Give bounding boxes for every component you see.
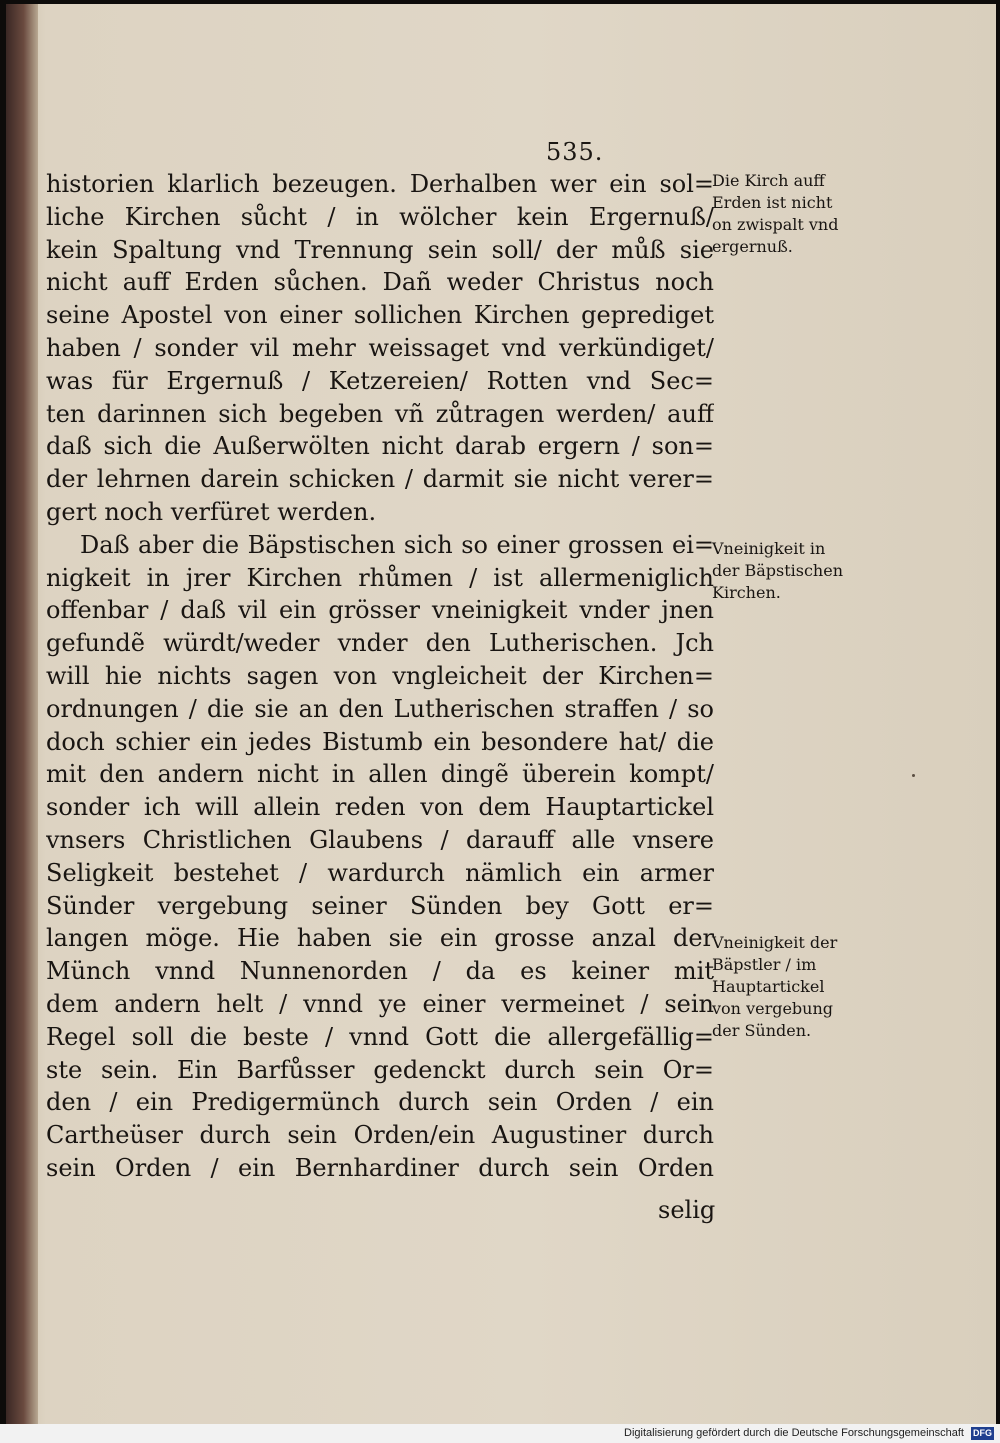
- text-line: langen möge. Hie haben sie ein grosse anzal der: [46, 924, 714, 953]
- body-text: [46, 168, 714, 1185]
- text-line: Sünder vergebung seiner Sünden bey Gott er=: [46, 891, 714, 920]
- text-line: Regel soll die beste / vnnd Gott die allergefällig=: [46, 1022, 714, 1051]
- text-line: den / ein Predigermünch durch sein Orden / ein: [46, 1088, 714, 1117]
- text-line: der lehrnen darein schicken / darmit sie nicht verer=: [46, 465, 714, 494]
- margin-note-line: Vneinigkeit der: [712, 933, 838, 952]
- margin-note-main-article: [712, 932, 882, 1042]
- text-line: nigkeit in jrer Kirchen rhůmen / ist allermeniglich: [46, 563, 714, 592]
- margin-note-line: der Sünden.: [712, 1021, 812, 1040]
- dfg-logo: DFG: [973, 1428, 992, 1438]
- digitization-footer: [0, 1424, 1000, 1443]
- margin-note-line: von vergebung: [712, 999, 834, 1018]
- margin-note-papal-disunity: [712, 538, 882, 604]
- catchword: selig: [658, 1196, 716, 1224]
- text-line: haben / sonder vil mehr weissaget vnd verkündiget/: [46, 333, 714, 362]
- text-line: sein Orden / ein Bernhardiner durch sein Orden: [46, 1153, 714, 1182]
- text-line: daß sich die Außerwölten nicht darab ergern / son=: [46, 432, 714, 461]
- text-line: offenbar / daß vil ein grösser vneinigkeit vnder jnen: [46, 596, 714, 625]
- text-line: nicht auff Erden sůchen. Dañ weder Christus noch: [46, 268, 714, 297]
- text-line: historien klarlich bezeugen. Derhalben wer ein sol=: [46, 170, 714, 198]
- margin-note-line: Bäpstler / im: [712, 955, 817, 974]
- margin-note-line: ergernuß.: [712, 237, 793, 256]
- text-line: vnsers Christlichen Glaubens / darauff alle vnsere: [46, 825, 714, 854]
- text-line: ten darinnen sich begeben vñ zůtragen werden/ auff: [46, 399, 714, 428]
- paper-speck: [912, 774, 915, 777]
- text-line: ordnungen / die sie an den Lutherischen straffen / so: [46, 694, 714, 723]
- margin-note-line: Erden ist nicht: [712, 193, 833, 212]
- margin-note-line: on zwispalt vnd: [712, 215, 839, 234]
- text-line: dem andern helt / vnnd ye einer vermeinet / sein: [46, 989, 714, 1018]
- binding-gutter: [6, 4, 38, 1424]
- page-number: 535.: [546, 138, 604, 166]
- margin-note-line: Vneinigkeit in: [712, 539, 826, 558]
- text-line: ste sein. Ein Barfůsser gedenckt durch sein Or=: [46, 1055, 714, 1084]
- text-line: seine Apostel von einer sollichen Kirchen geprediget: [46, 301, 714, 330]
- text-line: Münch vnnd Nunnenorden / da es keiner mit: [46, 957, 714, 986]
- text-line: sonder ich will allein reden von dem Hauptartickel: [46, 793, 714, 822]
- text-line: Seligkeit bestehet / wardurch nämlich ein armer: [46, 858, 714, 887]
- margin-note-line: der Bäpstischen: [712, 561, 843, 580]
- book-page: [6, 4, 996, 1424]
- text-line: Daß aber die Bäpstischen sich so einer grossen ei=: [80, 530, 714, 559]
- text-line: Cartheüser durch sein Orden/ein Augustiner durch: [46, 1121, 714, 1150]
- text-line: gefundẽ würdt/weder vnder den Lutherischen. Jch: [46, 629, 714, 658]
- margin-note-line: Kirchen.: [712, 583, 781, 602]
- text-line: doch schier ein jedes Bistumb ein besondere hat/ die: [46, 727, 714, 756]
- margin-note-church: [712, 170, 882, 258]
- funding-credit: Digitalisierung gefördert durch die Deutsche Forschungsgemeinschaft: [624, 1427, 964, 1439]
- text-line: liche Kirchen sůcht / in wölcher kein Ergernuß/: [46, 202, 714, 231]
- text-line: will hie nichts sagen von vngleicheit der Kirchen=: [46, 661, 714, 690]
- text-line: mit den andern nicht in allen dingẽ überein kompt/: [46, 760, 714, 789]
- margin-note-line: Die Kirch auff: [712, 171, 825, 190]
- text-line: kein Spaltung vnd Trennung sein soll/ der můß sie: [46, 235, 714, 264]
- margin-note-line: Hauptartickel: [712, 977, 825, 996]
- text-line: gert noch verfüret werden.: [46, 497, 377, 526]
- text-line: was für Ergernuß / Ketzereien/ Rotten vnd Sec=: [46, 366, 714, 395]
